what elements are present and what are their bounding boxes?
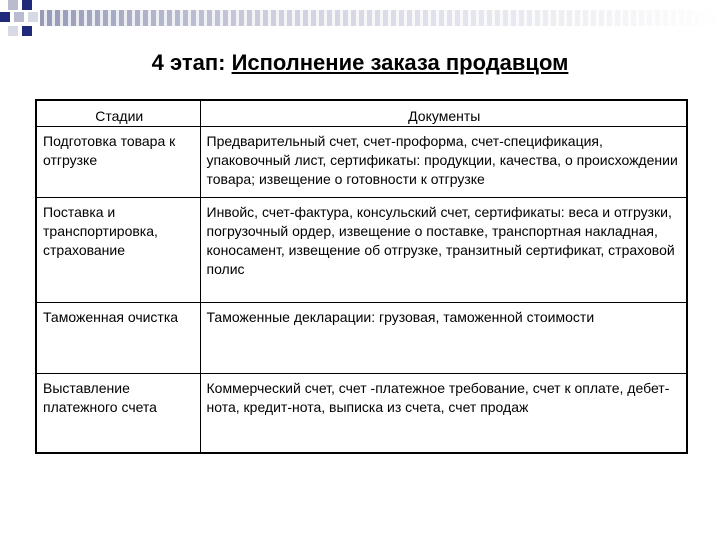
table-row [36,127,687,198]
table-header-row [36,100,687,127]
documents-cell: Инвойс, счет-фактура, консульский счет, сертификаты: веса и отгрузки, погрузочный ордер, извещение о поставке, транспортная накладная, коносамент, извещение об отгрузке, транзитный сертификат, страховой полис [200,198,687,303]
documents-cell: Таможенные декларации: грузовая, таможенной стоимости [200,303,687,374]
header-stages: Стадии [36,100,200,127]
corner-squares [0,0,38,36]
stage-cell: Поставка и транспортировка, страхование [36,198,200,303]
stage-cell: Подготовка товара к отгрузке [36,127,200,198]
documents-cell: Предварительный счет, счет-проформа, счет-спецификация, упаковочный лист, сертификаты: продукции, качества, о происхождении товара; извещение о готовности к отгрузке [200,127,687,198]
stage-cell: Таможенная очистка [36,303,200,374]
header-documents: Документы [200,100,687,127]
stage-cell: Выставление платежного счета [36,374,200,453]
title-prefix: 4 этап: [151,50,232,75]
header-decoration [0,0,720,40]
documents-cell: Коммерческий счет, счет -платежное требование, счет к оплате, дебет-нота, кредит-нота, выписка из счета, счет продаж [200,374,687,453]
table-row [36,374,687,453]
stages-documents-table [35,99,688,454]
page-title [0,50,720,76]
table-row [36,303,687,374]
title-main: Исполнение заказа продавцом [231,50,569,75]
table-row [36,198,687,303]
